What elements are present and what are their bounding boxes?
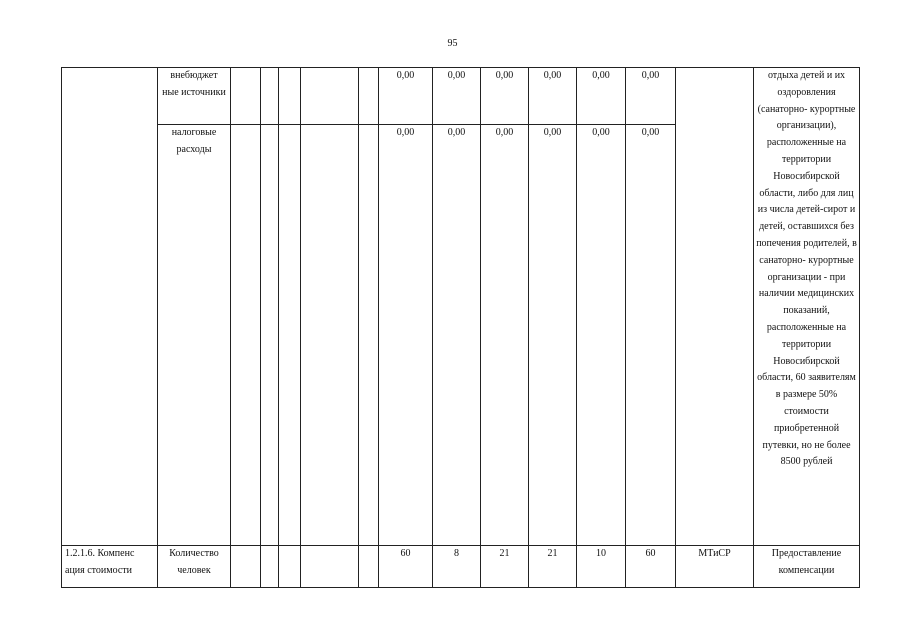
source-cell: налоговые расходы [158,125,231,546]
value-cell: 0,00 [379,125,433,546]
program-table [61,67,860,588]
value-cell: 21 [481,546,529,588]
value-cell: 0,00 [481,68,529,125]
indicator-cell: Количество человек [158,546,231,588]
code-cell: 1.2.1.6. Компенс ация стоимости [62,546,158,588]
value-cell: 10 [577,546,626,588]
value-cell: 0,00 [433,125,481,546]
value-cell: 0,00 [626,68,676,125]
value-cell: 21 [529,546,577,588]
table-row-offbudget [62,68,860,125]
value-cell: 0,00 [577,68,626,125]
result-description-continued: отдыха детей и их оздоровления (санаторно- курортные организации), расположенные на территории Новосибирской области, либо для лиц из числа детей-сирот и детей, оставшихся без попечения родителей, в санаторно- курортные организации - при наличии медицинских показаний, расположенные на территории Новосибирской области, 60 заявителям в размере 50% стоимости приобретенной путевки, но не более 8500 рублей [754,68,860,546]
table-row-compensation [62,546,860,588]
code-cell-continued [62,68,158,546]
value-cell: 0,00 [433,68,481,125]
value-cell: 0,00 [577,125,626,546]
page-number: 95 [447,38,458,49]
executor-cell-continued [676,68,754,546]
value-cell: 0,00 [626,125,676,546]
value-cell: 0,00 [481,125,529,546]
value-cell: 0,00 [379,68,433,125]
value-cell: 0,00 [529,125,577,546]
value-cell: 8 [433,546,481,588]
value-cell: 0,00 [529,68,577,125]
result-cell: Предоставление компенсации [754,546,860,588]
executor-cell: МТиСР [676,546,754,588]
value-cell: 60 [379,546,433,588]
value-cell: 60 [626,546,676,588]
source-cell: внебюджет ные источники [158,68,231,125]
